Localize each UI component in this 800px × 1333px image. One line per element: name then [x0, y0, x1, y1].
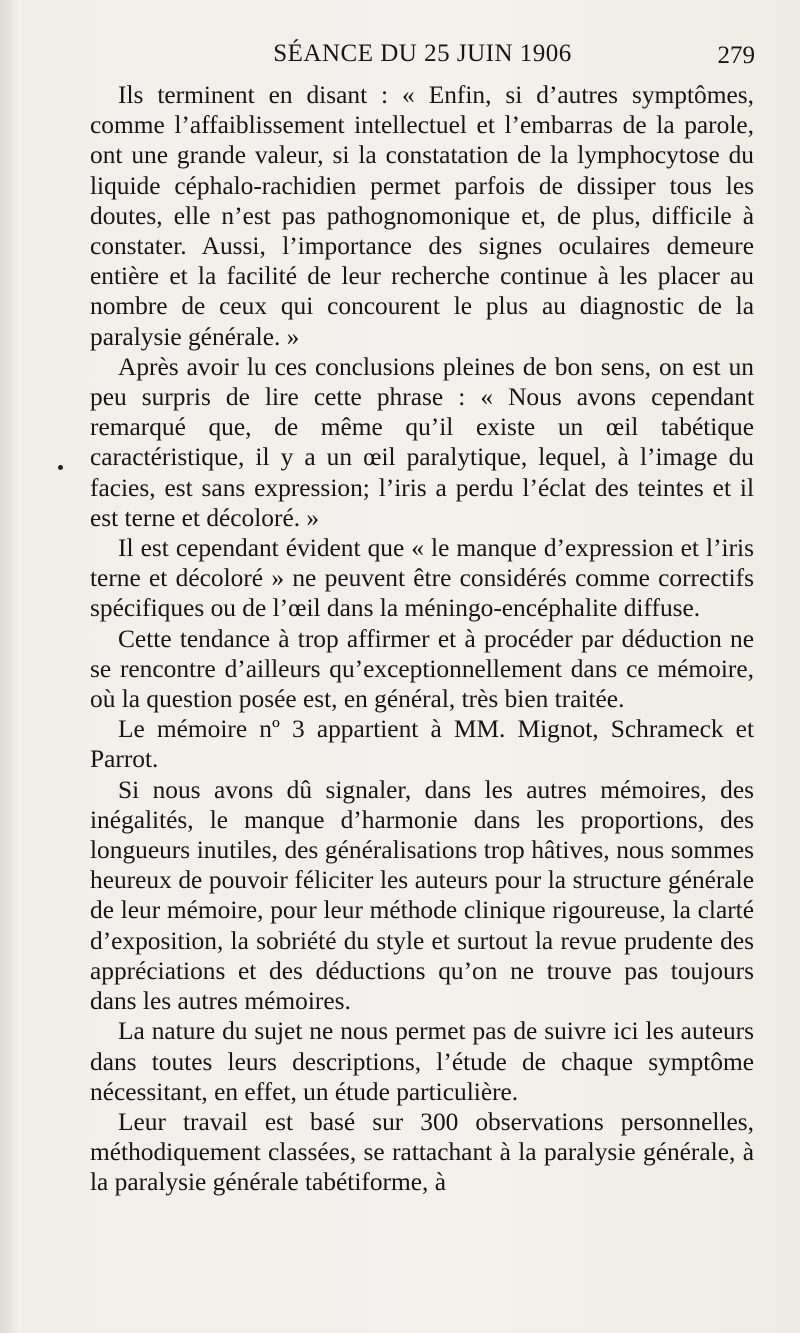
paragraph: Si nous avons dû signaler, dans les autres mémoires, des inégalités, le manque d’harmonie dans les proportions, des longueurs inutiles, des généralisations trop hâtives, nous sommes heureux de pouvoir féliciter les auteurs pour la structure générale de leur mémoire, pour leur méthode clinique rigoureuse, la clarté d’exposition, la sobriété du style et surtout la revue prudente des appréciations et des déductions qu’on ne trouve pas toujours dans les autres mémoires.: [90, 775, 754, 1016]
paragraph: Ils terminent en disant : « Enfin, si d’autres symptômes, comme l’affaiblissement intellectuel et l’embarras de la parole, ont une grande valeur, si la constatation de la lymphocytose du liquide céphalo-rachidien permet parfois de dissiper tous les doutes, elle n’est pas pathognomonique et, de plus, difficile à constater. Aussi, l’importance des signes oculaires demeure entière et la facilité de leur recherche continue à les placer au nombre de ceux qui concourent le plus au diagnostic de la paralysie générale. »: [90, 81, 754, 351]
paragraph: Après avoir lu ces conclusions pleines de bon sens, on est un peu surpris de lire cette phrase : « Nous avons cependant remarqué que, de même qu’il existe un œil tabétique caractéristique, il y a un œil paralytique, lequel, à l’image du facies, est sans expression; l’iris a perdu l’éclat des teintes et il est terne et décoloré. »: [90, 352, 754, 532]
paragraph: La nature du sujet ne nous permet pas de suivre ici les auteurs dans toutes leurs descriptions, l’étude de chaque symptôme nécessitant, en effet, un étude particulière.: [90, 1017, 754, 1106]
running-head: [90, 40, 755, 74]
paragraph: Cette tendance à trop affirmer et à procéder par déduction ne se rencontre d’ailleurs qu’exceptionnellement dans ce mémoire, où la question posée est, en général, très bien traitée.: [90, 624, 754, 714]
page-number: 279: [717, 42, 755, 69]
paragraph: Il est cependant évident que « le manque d’expression et l’iris terne et décoloré » ne peuvent être considérés comme correctifs spécifiques ou de l’œil dans la méningo-encéphalite diffuse.: [90, 534, 754, 623]
running-title: SÉANCE DU 25 JUIN 1906: [273, 40, 572, 67]
body-text: [90, 80, 754, 1198]
margin-mark: [58, 465, 63, 470]
paragraph: Leur travail est basé sur 300 observations personnelles, méthodiquement classées, se rattachant à la paralysie générale, à la paralysie générale tabétiforme, à: [90, 1107, 754, 1197]
paragraph: Le mémoire nº 3 appartient à MM. Mignot, Schrameck et Parrot.: [90, 715, 754, 774]
